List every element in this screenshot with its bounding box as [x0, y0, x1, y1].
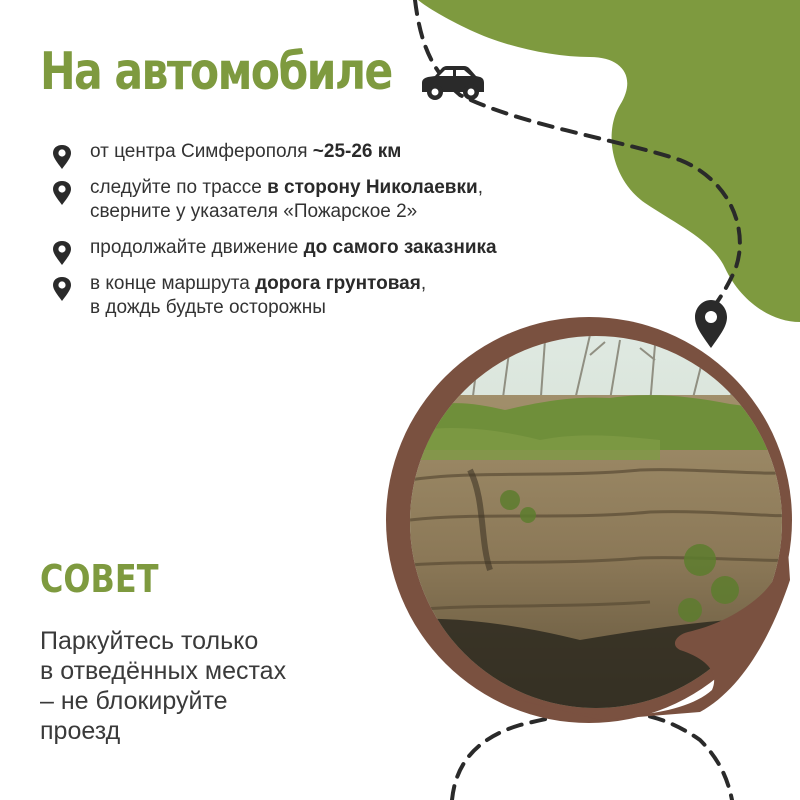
route-item-text: следуйте по трассе	[90, 177, 268, 198]
route-item-text: ,	[477, 177, 483, 198]
map-pin-icon	[52, 180, 72, 206]
dashed-route-bottom	[452, 711, 732, 800]
route-item-text: в дождь будьте осторожны	[90, 297, 326, 318]
route-item	[52, 140, 612, 164]
car-icon	[418, 62, 486, 102]
route-item-text: ,	[420, 273, 427, 294]
route-item	[52, 236, 612, 260]
route-item-highlight: ~25-26 км	[312, 141, 402, 162]
advice-title: СОВЕТ	[40, 557, 159, 601]
location-marker-icon	[695, 300, 727, 348]
route-item-highlight: в сторону Николаевки	[267, 177, 478, 198]
route-item-highlight: дорога грунтовая	[255, 273, 421, 294]
advice-text: Паркуйтесь только в отведённых местах – не блокируйте проезд	[40, 627, 287, 745]
page-title: На автомобиле	[40, 42, 392, 102]
route-item-line	[90, 296, 612, 320]
route-item-line	[90, 176, 612, 200]
map-pin-icon	[52, 144, 72, 170]
map-pin-icon	[52, 276, 72, 302]
route-item-text: продолжайте движение	[90, 237, 304, 258]
route-list	[52, 140, 612, 332]
route-item	[52, 272, 612, 320]
route-item-highlight: до самого заказника	[303, 237, 497, 258]
route-item-text: в конце маршрута	[90, 273, 256, 294]
route-item-text: от центра Симферополя	[90, 141, 313, 162]
route-item-line	[90, 200, 612, 224]
map-pin-icon	[52, 240, 72, 266]
route-item-line	[90, 140, 612, 164]
route-item-line	[90, 272, 612, 296]
route-item	[52, 176, 612, 224]
route-item-text: сверните у указателя «Пожарское 2»	[90, 201, 418, 222]
route-item-line	[90, 236, 612, 260]
